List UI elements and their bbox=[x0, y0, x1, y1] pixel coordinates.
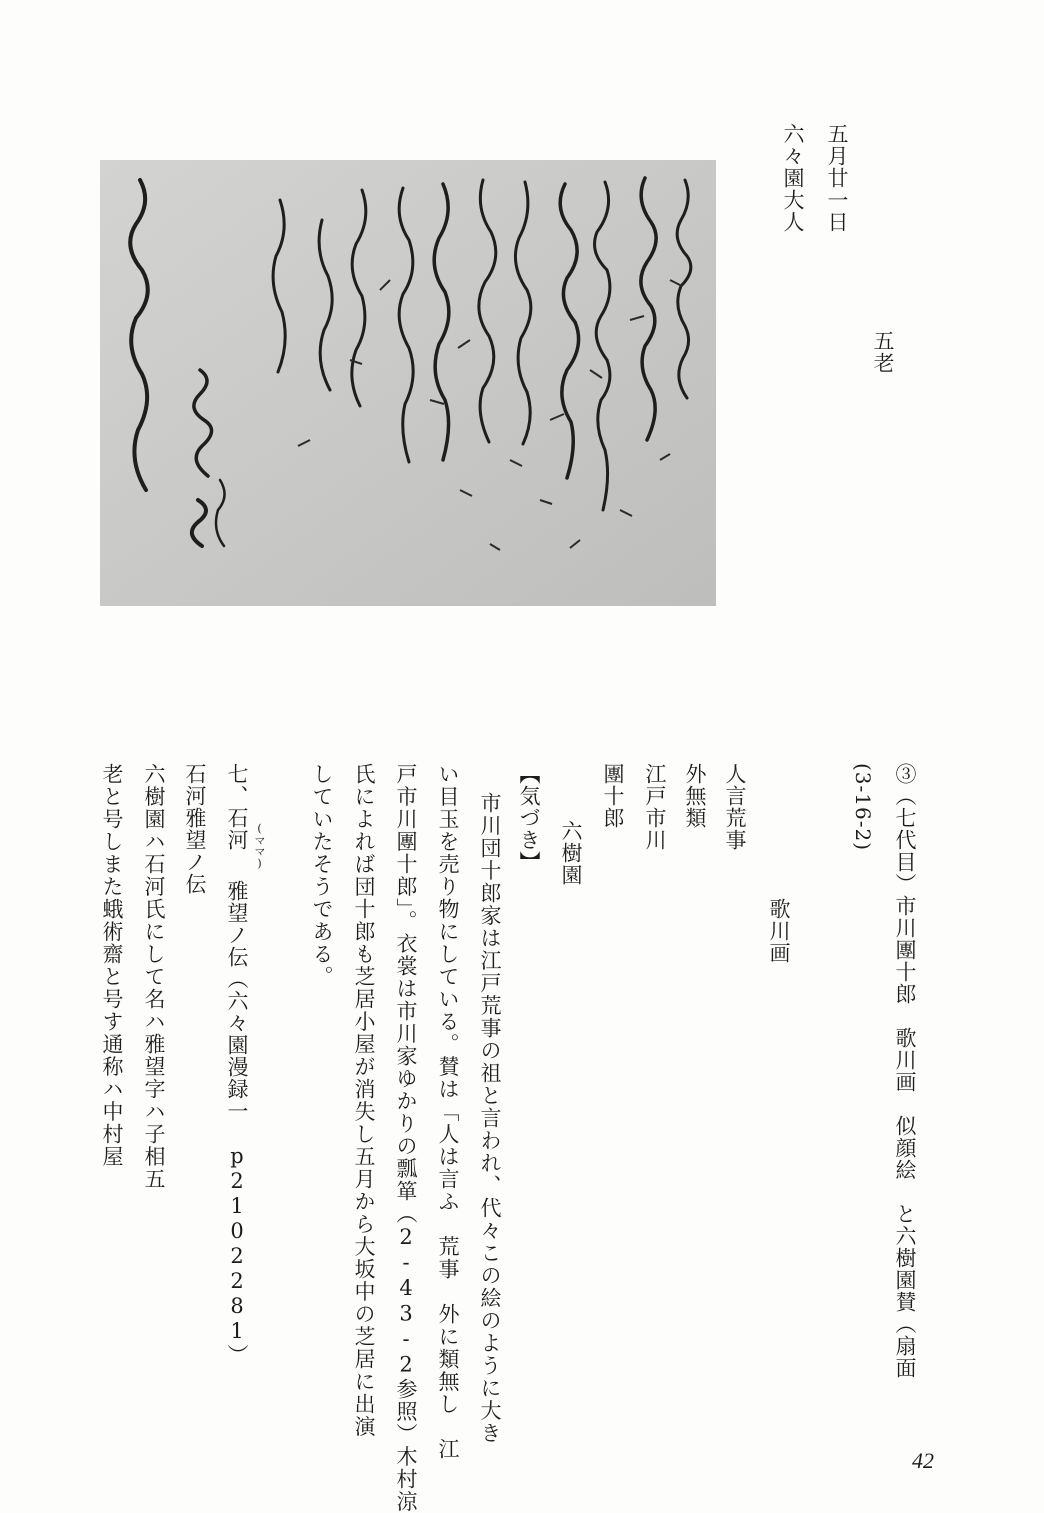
notice-line: していたそうである。 bbox=[310, 763, 334, 988]
page-number: 42 bbox=[912, 1448, 934, 1473]
section7-line: 六樹園ハ石河氏にして名ハ雅望字ハ子相五 bbox=[142, 763, 166, 1191]
section7-subheading: 石河雅望ノ伝 bbox=[183, 763, 207, 895]
notice-line: 戸市川團十郎」。衣裳は市川家ゆかりの瓢箪（2-43-2参照）木村涼 bbox=[394, 763, 418, 1513]
section7-line: 老と号しまた蛾術齋と号す通称ハ中村屋 bbox=[100, 763, 124, 1168]
poem-line: 外無類 bbox=[683, 763, 707, 829]
section3-artist: 歌川画 bbox=[767, 898, 791, 964]
letter-signature: 五老 bbox=[871, 330, 895, 374]
notice-label: 【気づき】 bbox=[517, 763, 541, 873]
poem-line: 江戸市川 bbox=[643, 763, 667, 851]
section7-heading-rest: 雅望ノ伝（六々園漫録一 p2102281） bbox=[225, 880, 249, 1366]
poet-name: 六樹園 bbox=[559, 820, 583, 886]
notice-line: 氏によれば団十郎も芝居小屋が消失し五月から大坂中の芝居に出演 bbox=[352, 763, 376, 1438]
poem-line: 人言荒事 bbox=[723, 763, 747, 851]
poem-line: 團十郎 bbox=[601, 763, 625, 829]
section3-ref: (3-16-2) bbox=[851, 763, 875, 852]
letter-recipient: 六々園大人 bbox=[781, 123, 805, 233]
notice-line: い目玉を売り物にしている。賛は「人は言ふ 荒事 外に類無し 江 bbox=[436, 763, 460, 1461]
section3-heading: ③（七代目）市川團十郎 歌川画 似顔絵 と六樹園賛（扇面 bbox=[893, 763, 917, 1379]
notice-line: 市川団十郎家は江戸荒事の祖と言われ、代々この絵のように大き bbox=[478, 792, 502, 1445]
letter-photograph bbox=[100, 160, 716, 606]
letter-date: 五月廿一日 bbox=[825, 123, 849, 233]
section7-ruby: (ママ) bbox=[253, 822, 266, 870]
section7-heading: 七、石河 bbox=[225, 763, 249, 851]
